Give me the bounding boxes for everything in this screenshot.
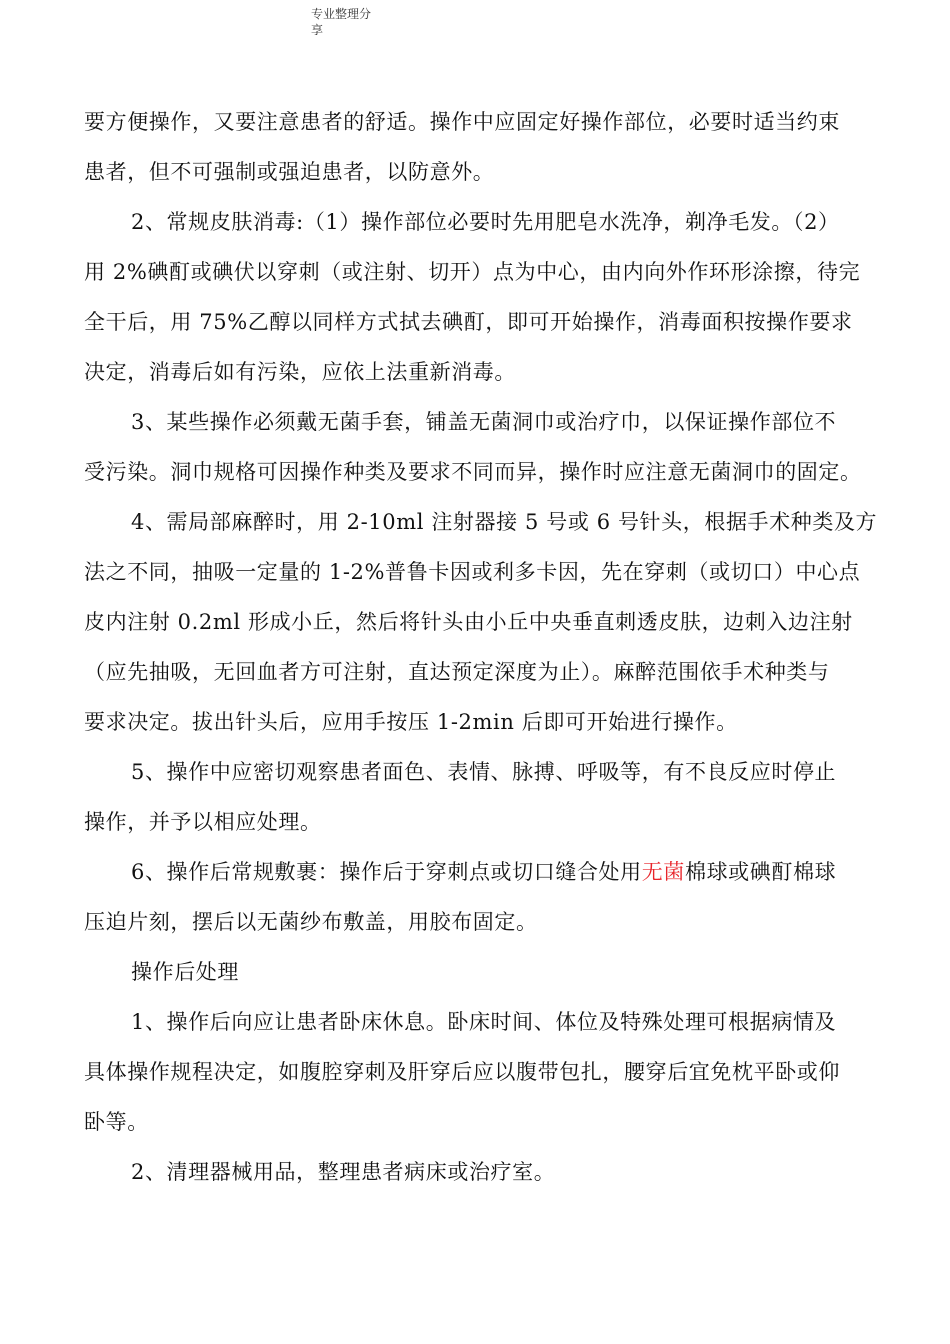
after-paragraph-1-line: 1、操作后向应让患者卧床休息。卧床时间、体位及特殊处理可根据病情及 [131, 1010, 837, 1034]
body-line: 卧等。 [84, 1110, 149, 1134]
highlighted-text: 无菌 [641, 860, 685, 884]
body-line: 决定，消毒后如有污染，应依上法重新消毒。 [84, 360, 516, 384]
body-line: 要方便操作，又要注意患者的舒适。操作中应固定好操作部位，必要时适当约束 [84, 110, 840, 134]
body-line: 操作，并予以相应处理。 [84, 810, 322, 834]
body-line: 受污染。洞巾规格可因操作种类及要求不同而异，操作时应注意无菌洞巾的固定。 [84, 460, 862, 484]
body-line: 具体操作规程决定，如腹腔穿刺及肝穿后应以腹带包扎，腰穿后宜免枕平卧或仰 [84, 1060, 840, 1084]
page-header: 专业整理分享 [311, 7, 372, 37]
body-line: 全干后，用 75%乙醇以同样方式拭去碘酊，即可开始操作，消毒面积按操作要求 [84, 310, 853, 334]
body-line: 要求决定。拔出针头后，应用手按压 1-2min 后即可开始进行操作。 [84, 710, 738, 734]
paragraph-4-line: 4、需局部麻醉时，用 2-10ml 注射器接 5 号或 6 号针头，根据手术种类及方 [131, 510, 878, 534]
section-heading: 操作后处理 [131, 960, 239, 984]
body-line: 压迫片刻，摆后以无菌纱布敷盖，用胶布固定。 [84, 910, 538, 934]
after-paragraph-2-line: 2、清理器械用品，整理患者病床或治疗室。 [131, 1160, 556, 1184]
body-line: 用 2%碘酊或碘伏以穿刺（或注射、切开）点为中心，由内向外作环形涂擦，待完 [84, 260, 861, 284]
paragraph-5-line: 5、操作中应密切观察患者面色、表情、脉搏、呼吸等，有不良反应时停止 [131, 760, 837, 784]
body-line: （应先抽吸，无回血者方可注射，直达预定深度为止）。麻醉范围依手术种类与 [84, 660, 830, 684]
body-line: 法之不同，抽吸一定量的 1-2%普鲁卡因或利多卡因，先在穿刺（或切口）中心点 [84, 560, 861, 584]
body-line: 患者，但不可强制或强迫患者，以防意外。 [84, 160, 495, 184]
paragraph-6-text: 6、操作后常规敷裹：操作后于穿刺点或切口缝合处用 [131, 860, 642, 884]
paragraph-6-line [131, 858, 836, 886]
paragraph-3-line: 3、某些操作必须戴无菌手套，铺盖无菌洞巾或治疗巾，以保证操作部位不 [131, 410, 837, 434]
body-line: 皮内注射 0.2ml 形成小丘，然后将针头由小丘中央垂直刺透皮肤，边刺入边注射 [84, 610, 853, 634]
paragraph-6-text-end: 棉球或碘酊棉球 [684, 860, 837, 884]
paragraph-2-line: 2、常规皮肤消毒:（1）操作部位必要时先用肥皂水洗净，剃净毛发。（2） [131, 210, 840, 234]
